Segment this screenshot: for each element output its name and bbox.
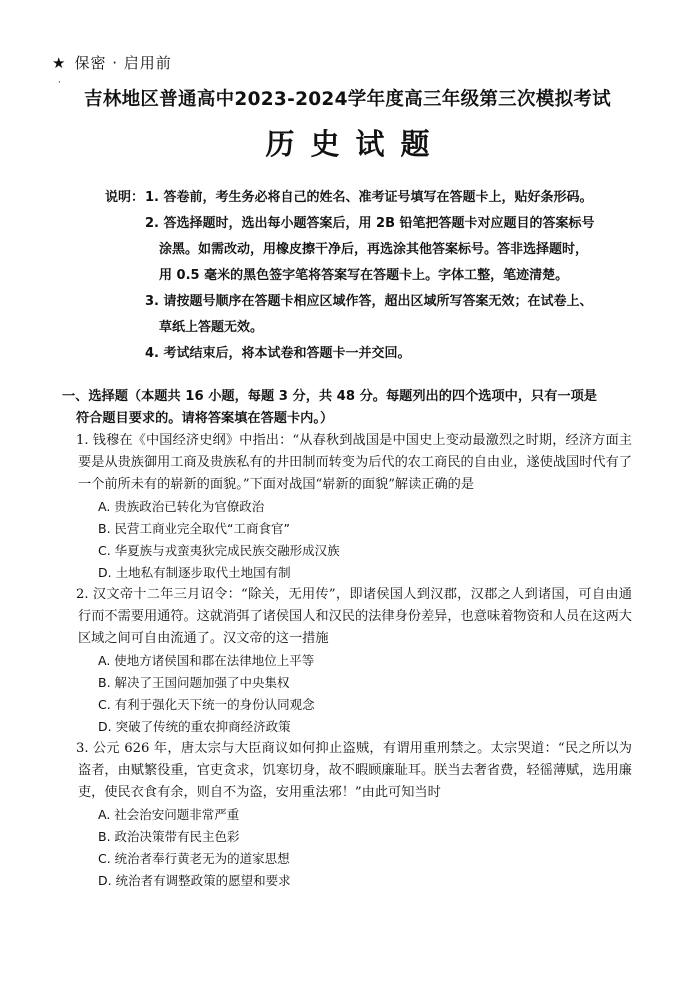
instruction-item (105, 237, 645, 263)
option-a: A. 贵族政治已转化为官僚政治 (98, 499, 265, 514)
question-text: 汉文帝十二年三月诏令：“除关，无用传”，即诸侯国人到汉郡，汉郡之人到诸国，可自由通行而不需要用通符。这就消弭了诸侯国人和汉民的法律身份差异，也意味着物资和人员在这两大区域之间可自由流通了。汉文帝的这一措施 (78, 587, 632, 646)
instruction-text: 4. 考试结束后，将本试卷和答题卡一并交回。 (145, 346, 411, 361)
exam-title: 吉林地区普通高中2023-2024学年度高三年级第三次模拟考试 (84, 89, 611, 110)
instructions (105, 185, 645, 367)
section-heading-line: 一、选择题（本题共 16 小题，每题 3 分，共 48 分。每题列出的四个选项中，只有一项是 (62, 389, 597, 404)
instruction-item (105, 211, 645, 237)
instruction-item (105, 315, 645, 341)
instruction-item (105, 185, 645, 211)
question-3 (78, 738, 632, 892)
instruction-item (105, 263, 645, 289)
confidential-label: 保密 · 启用前 (74, 54, 172, 72)
instruction-item (105, 289, 645, 315)
option-c: C. 统治者奉行黄老无为的道家思想 (98, 851, 290, 866)
instruction-text: 用 0.5 毫米的黑色签字笔将答案写在答题卡上。字体工整，笔迹清楚。 (159, 268, 569, 283)
confidential-mark (52, 52, 172, 73)
instruction-text: 涂黑。如需改动，用橡皮擦干净后，再选涂其他答案标号。答非选择题时， (159, 242, 589, 257)
option-a: A. 社会治安问题非常严重 (98, 807, 240, 822)
option-d: D. 统治者有调整政策的愿望和要求 (98, 873, 291, 888)
question-1 (78, 430, 632, 584)
instruction-text: 3. 请按题号顺序在答题卡相应区域作答，超出区域所写答案无效；在试卷上、 (145, 294, 593, 309)
section-heading (62, 386, 630, 430)
question-text: 公元 626 年，唐太宗与大臣商议如何抑止盗贼，有谓用重刑禁之。太宗哭道：“民之所以为盗者，由赋繁役重，官吏贪求，饥寒切身，故不暇顾廉耻耳。朕当去奢省费，轻徭薄赋，选用廉吏，使民衣食有余，则自不为盗，安用重法邪！”由此可知当时 (78, 741, 632, 800)
question-stem (78, 738, 632, 804)
option-a: A. 使地方诸侯国和郡在法律地位上平等 (98, 653, 315, 668)
question-list (78, 430, 632, 892)
question-text: 钱穆在《中国经济史纲》中指出：“从春秋到战国是中国史上变动最激烈之时期，经济方面主要是从贵族御用工商及贵族私有的井田制而转变为后代的农工商民的自由业，遂使战国时代有了一个前所未有的崭新的面貌。”下面对战国“崭新的面貌”解读正确的是 (78, 433, 632, 492)
option-c: C. 有利于强化天下统一的身份认同观念 (98, 697, 315, 712)
question-number: 3. (76, 741, 89, 756)
instruction-text: 草纸上答题无效。 (159, 320, 264, 335)
instructions-lead: 说明： (105, 190, 145, 205)
question-number: 1. (76, 433, 89, 448)
dot-mark: · (58, 78, 61, 88)
option-d: D. 突破了传统的重农抑商经济政策 (98, 719, 291, 734)
option-b: B. 民营工商业完全取代“工商食官” (98, 521, 290, 536)
instruction-text: 1. 答卷前，考生务必将自己的姓名、准考证号填写在答题卡上，贴好条形码。 (145, 190, 593, 205)
option-b: B. 解决了王国问题加强了中央集权 (98, 675, 290, 690)
star-icon: ★ (52, 54, 67, 72)
option-d: D. 土地私有制逐步取代土地国有制 (98, 565, 291, 580)
option-b: B. 政治决策带有民主色彩 (98, 829, 240, 844)
question-stem (78, 430, 632, 496)
question-stem (78, 584, 632, 650)
instruction-text: 2. 答选择题时，选出每小题答案后，用 2B 铅笔把答题卡对应题目的答案标号 (145, 216, 595, 231)
instruction-item (105, 341, 645, 367)
question-2 (78, 584, 632, 738)
option-c: C. 华夏族与戎蛮夷狄完成民族交融形成汉族 (98, 543, 340, 558)
question-number: 2. (76, 587, 89, 602)
subject-title: 历史试题 (265, 127, 446, 161)
section-heading-line: 符合题目要求的。请将答案填在答题卡内。） (76, 411, 334, 426)
